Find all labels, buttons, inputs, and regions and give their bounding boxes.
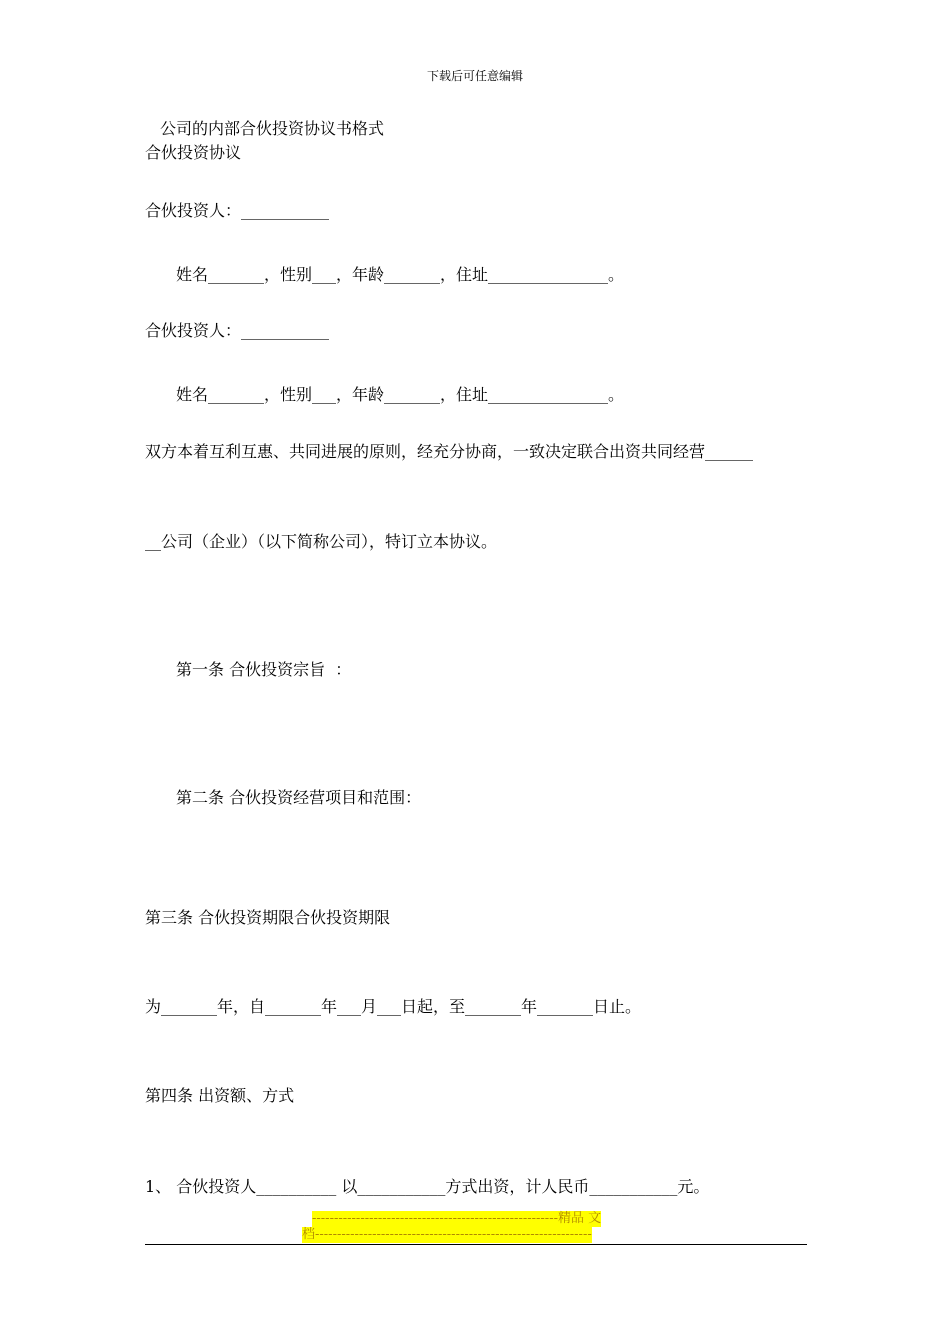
article-1: 第一条 合伙投资宗旨 ： — [176, 660, 352, 679]
document-subtitle: 合伙投资协议 — [145, 143, 242, 162]
article-3-detail: 为_______年，自_______年___月___日起，至_______年_______日止。 — [145, 997, 642, 1016]
party2-label: 合伙投资人：___________ — [145, 321, 330, 340]
article-2: 第二条 合伙投资经营项目和范围： — [176, 788, 422, 807]
footer-watermark-line-2: 档--------------------------------------------------------------- — [302, 1227, 592, 1242]
party1-detail: 姓名_______，性别___，年龄_______，住址_______________。 — [176, 265, 625, 284]
party2-detail: 姓名_______，性别___，年龄_______，住址_______________。 — [176, 385, 625, 404]
preamble-line-2: __公司（企业）（以下简称公司），特订立本协议。 — [145, 532, 498, 551]
document-title: 公司的内部合伙投资协议书格式 — [160, 119, 385, 138]
party1-label: 合伙投资人：___________ — [145, 201, 330, 220]
article-3: 第三条 合伙投资期限合伙投资期限 — [145, 908, 391, 927]
preamble-line-1: 双方本着互利互惠、共同进展的原则，经充分协商，一致决定联合出资共同经营______ — [145, 442, 754, 461]
article-4: 第四条 出资额、方式 — [145, 1086, 295, 1105]
footer-rule — [145, 1244, 807, 1245]
page-header: 下载后可任意编辑 — [426, 69, 523, 83]
footer-watermark-line-1: --------------------------------------------------------精品 文 — [312, 1211, 602, 1226]
article-4-item-1: 1、 合伙投资人__________ 以___________方式出资，计人民币___________元。 — [145, 1177, 710, 1196]
